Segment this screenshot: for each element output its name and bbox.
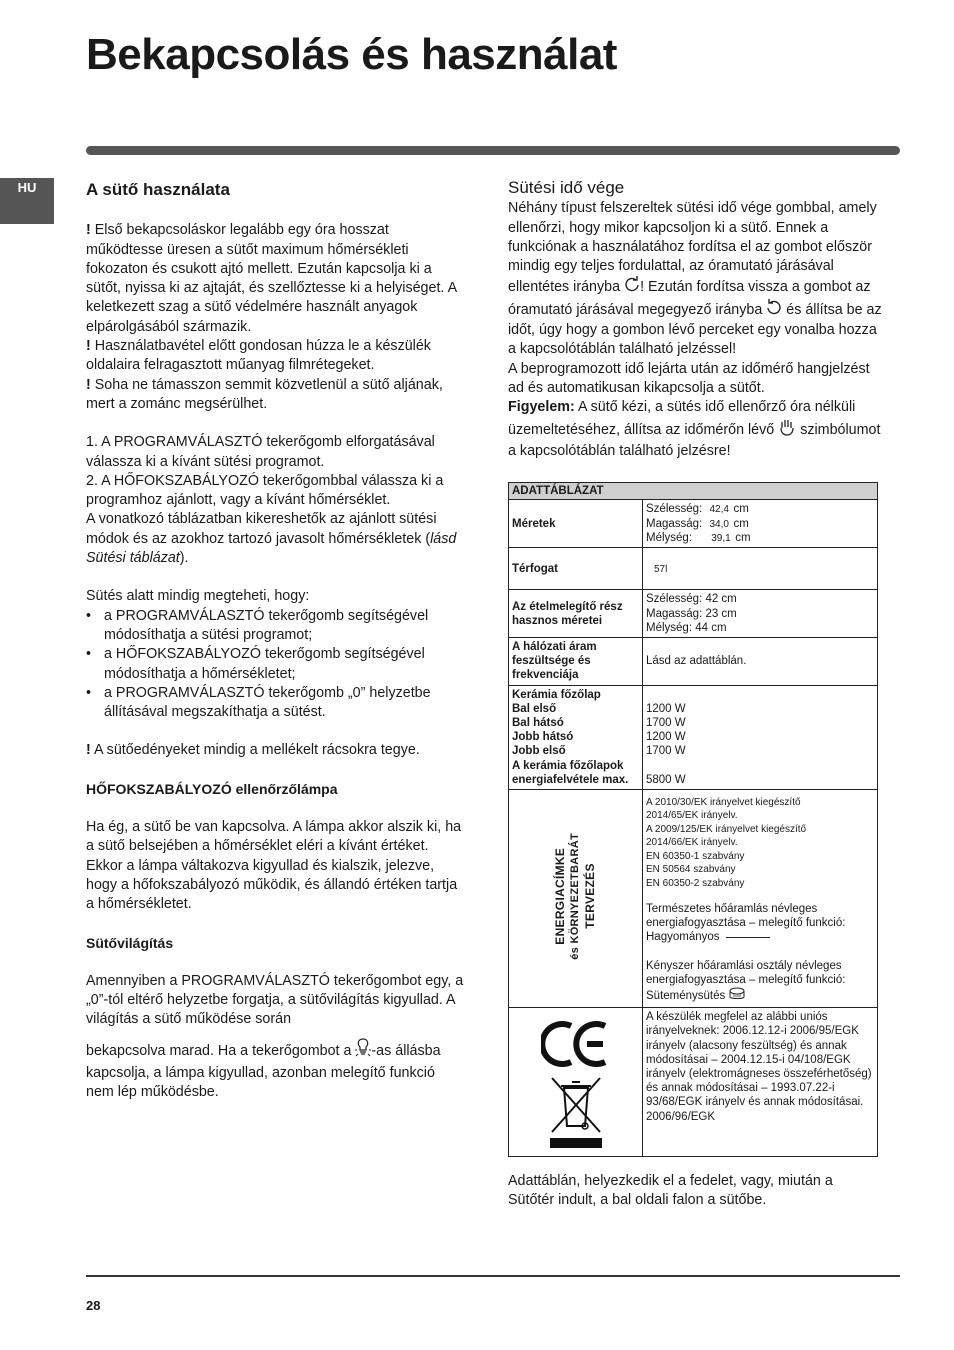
- volume-label: Térfogat: [509, 548, 643, 590]
- energy-reg: 2014/66/EK irányelv.: [646, 837, 738, 849]
- warning-text-a: A sütő kézi, a sütés idő ellenőrző óra nélküli üzemeltetéséhez, állítsa az időmérőn lévő: [508, 399, 856, 438]
- section-heading-oven-use: A sütő használata: [86, 180, 230, 199]
- enamel-text: Soha ne támasszon semmit közvetlenül a sütő aljának, mert a zománc megsérülhet.: [86, 376, 443, 412]
- dims-row: [646, 502, 874, 516]
- data-plate-note: Adattáblán, helyezkedik el a fedelet, vagy, miután a Sütőtér indult, a bal oldali falon a sütőbe.: [508, 1173, 833, 1209]
- dims-values: [643, 500, 878, 548]
- end-time-auto-off: A beprogramozott idő lejárta után az időmérő hangjelzést ad és automatikusan kikapcsolja a sütőt.: [508, 360, 870, 396]
- energy-reg: 2014/65/EK irányelv.: [646, 810, 738, 822]
- hob-value: 1700 W: [646, 745, 686, 758]
- hand-icon: [778, 418, 796, 442]
- page-number: 28: [86, 1298, 101, 1313]
- ce-symbols-cell: [509, 1008, 643, 1157]
- weee-bin-icon: [512, 1074, 639, 1154]
- table-row: [509, 500, 878, 548]
- footer-divider: [86, 1275, 900, 1277]
- energy-label-cell: [509, 790, 643, 1008]
- warning-mark: !: [86, 338, 91, 355]
- counterclockwise-arrow-icon: [624, 276, 640, 298]
- page-title: Bekapcsolás és használat: [86, 30, 617, 79]
- section-heading-end-time: Sütési idő vége: [508, 178, 625, 197]
- warmer-height: Magasság: 23 cm: [646, 607, 737, 620]
- dims-label: Méretek: [509, 500, 643, 548]
- warning-label: Figyelem:: [508, 399, 575, 416]
- step-note-end: ).: [179, 550, 189, 567]
- warning-mark: !: [86, 742, 91, 759]
- language-tab: HU: [0, 178, 54, 224]
- warning-text-b: szimbólumot a kapcsolótáblán található jelzésre!: [508, 421, 881, 459]
- list-item: • a HŐFOKSZABÁLYOZÓ tekerőgomb segítségével módosíthatja a hőmérsékletet;: [86, 645, 466, 684]
- energy-values: [643, 790, 878, 1008]
- paragraph-film: [86, 337, 466, 376]
- dims-row: [646, 531, 874, 545]
- data-table: [508, 482, 878, 1157]
- dims-height-value: 34,0: [709, 518, 729, 530]
- dims-unit: cm: [735, 532, 751, 545]
- lamp-icon: [355, 1038, 371, 1064]
- hob-value: 1700 W: [646, 717, 686, 730]
- hob-value: [646, 759, 874, 773]
- title-divider: [86, 146, 900, 155]
- warmer-label: Az ételmelegítő rész hasznos méretei: [509, 590, 643, 638]
- dims-depth-value: 39,1: [711, 533, 731, 545]
- table-header: ADATTÁBLÁZAT: [509, 483, 878, 500]
- energy-reg: EN 50564 szabvány: [646, 864, 736, 876]
- paragraph-rack: [86, 741, 466, 760]
- hob-value: 5800 W: [646, 773, 686, 786]
- warmer-depth: Mélység: 44 cm: [646, 621, 727, 634]
- dims-width-label: Szélesség:: [646, 503, 703, 516]
- warning-mark: !: [86, 222, 91, 239]
- dims-unit: cm: [733, 517, 749, 530]
- lamp-text: Ha ég, a sütő be van kapcsolva. A lámpa akkor alszik ki, ha a sütő belsejében a hőmérséklet eléri a kívánt értéket. Ekkor a lámpa váltakozva kigyullad és kialszik, jelezve, hogy a hőfokszabályozó működik, és állandó értéken tartja a hőmérsékletet.: [86, 819, 462, 913]
- hob-label: Jobb hátsó: [512, 731, 574, 744]
- light-text-b: [86, 1038, 466, 1103]
- dims-width-value: 42,4: [709, 504, 729, 516]
- blank-line: [726, 937, 770, 938]
- step-1: 1. A PROGRAMVÁLASZTÓ tekerőgomb elforgatásával válassza ki a kívánt sütési programot.: [86, 434, 435, 470]
- table-row: [509, 1008, 878, 1157]
- energy-forced-mode: Süteménysütés: [646, 990, 726, 1003]
- hob-label: Bal első: [512, 702, 557, 715]
- list-item: • a PROGRAMVÁLASZTÓ tekerőgomb „0” helyzetbe állításával megszakíthatja a sütést.: [86, 684, 466, 723]
- mains-value: Lásd az adattáblán.: [643, 638, 878, 686]
- step-note-text: A vonatkozó táblázatban kikereshetők az ajánlott sütési módok és az azokhoz tartozó javasolt hőmérsékletek (: [86, 511, 437, 547]
- table-row: [509, 590, 878, 638]
- dims-row: [646, 517, 874, 531]
- light-heading: Sütővilágítás: [86, 934, 174, 951]
- hob-label: Kerámia főzőlap: [512, 688, 601, 701]
- hob-values: [643, 685, 878, 789]
- end-time-text-c: és állítsa be az időt, úgy hogy a gombon lévő perceket egy vonalba hozza a kapcsolótáblán található jelzéssel!: [508, 301, 882, 358]
- energy-reg: EN 60350-1 szabvány: [646, 850, 745, 862]
- hob-value: [646, 688, 874, 702]
- light-text-a: Amennyiben a PROGRAMVÁLASZTÓ tekerőgombot egy, a „0”-tól eltérő helyzetbe forgatja, a sütővilágítás kigyullad. A világítás a sütő működése során: [86, 972, 464, 1028]
- energy-vert-3: TERVEZÉS: [583, 863, 597, 930]
- end-time-text-b: ! Ezután fordítsa vissza a gombot az óramutató járásával megegyező irányba: [508, 279, 871, 318]
- left-column: [86, 178, 466, 1103]
- light-text-b-span: bekapcsolva marad. Ha a tekerőgombot a: [86, 1042, 352, 1059]
- hob-label: A kerámia főzőlapok energiafelvétele max.: [512, 759, 629, 786]
- energy-vert-2: és KÖRNYEZETBARÁT: [569, 833, 581, 960]
- right-column: [508, 178, 888, 461]
- energy-natural-text: Természetes hőáramlás névleges energiafogyasztása – melegítő funkció:: [646, 902, 846, 930]
- rack-text: A sütőedényeket mindig a mellékelt rácsokra tegye.: [93, 742, 420, 759]
- energy-reg: A 2010/30/EK irányelvet kiegészítő: [646, 797, 801, 809]
- light-text-c: -as állásba kapcsolja, a lámpa kigyullad, azonban melegítő funkció nem lép működésbe.: [86, 1042, 441, 1101]
- cooking-table-reference: lásd Sütési táblázat: [86, 530, 457, 567]
- energy-forced-mode-row: [646, 987, 874, 1005]
- list-item: • a PROGRAMVÁLASZTÓ tekerőgomb segítségével módosíthatja a sütési programot;: [86, 607, 466, 646]
- hob-labels: [509, 685, 643, 789]
- hob-label: Jobb első: [512, 745, 566, 758]
- volume-value: [643, 548, 878, 590]
- paragraph-enamel: [86, 376, 466, 415]
- table-row: [509, 790, 878, 1008]
- end-time-text: [508, 199, 888, 359]
- table-row: [509, 548, 878, 590]
- ce-text: A készülék megfelel az alábbi uniós irányelveknek: 2006.12.12-i 2006/95/EGK irányelv (alacsony feszültség) és annak módosításai – 2004.12.15-i 04/108/EGK irányelv (elektromágneses összeférhetőség) és annak módosításai – 1993.07.22-i 93/68/EGK irányelv és annak módosításai. 2006/96/EGK: [643, 1008, 878, 1157]
- fan-cake-icon: [728, 987, 746, 1005]
- table-row: [509, 638, 878, 686]
- warmer-values: [643, 590, 878, 638]
- table-row: [509, 685, 878, 789]
- energy-vert-1: ENERGIACÍMKE: [553, 848, 567, 945]
- hob-label: Bal hátsó: [512, 717, 564, 730]
- ce-mark-icon: [512, 1018, 639, 1074]
- mains-label: A hálózati áram feszültsége és frekvenciája: [509, 638, 643, 686]
- step-note: [86, 510, 466, 568]
- warning-paragraph: [508, 398, 888, 461]
- hob-value: 1200 W: [646, 702, 686, 715]
- energy-reg: EN 60350-2 szabvány: [646, 877, 745, 889]
- dims-unit: cm: [733, 503, 749, 516]
- hob-value: 1200 W: [646, 731, 686, 744]
- film-text: Használatbavétel előtt gondosan húzza le a készülék oldalaira felragasztott műanyag filmrétegeket.: [86, 338, 431, 374]
- dims-depth-label: Mélység:: [646, 532, 693, 545]
- volume-text: 57l: [654, 563, 668, 575]
- first-use-text: Első bekapcsoláskor legalább egy óra hosszat működtesse üresen a sütőt maximum hőmérsékleti fokozaton és csukott ajtó mellett. Ezután kapcsolja ki a sütőt, nyissa ki az ajtaját, és szellőztesse ki a helyiséget. A keletkezett szag a sütő védelmére használt anyagok elpárolgásából származik.: [86, 222, 457, 335]
- during-cooking-intro: Sütés alatt mindig megteheti, hogy:: [86, 588, 310, 605]
- energy-natural-mode: Hagyományos: [646, 931, 720, 944]
- end-time-text-a: Néhány típust felszereltek sütési idő vége gombbal, amely ellenőrzi, hogy mikor kapcsoljon ki a sütő. Ennek a funkciónak a használatához fordítsa el az gombot először mindig egy teljes fordulattal, az óramutató járásával ellentétes irányba: [508, 200, 877, 296]
- energy-reg: A 2009/125/EK irányelvet kiegészítő: [646, 823, 807, 835]
- energy-forced-text: Kényszer hőáramlási osztály névleges energiafogyasztása – melegítő funkció:: [646, 959, 846, 986]
- dims-height-label: Magasság:: [646, 517, 703, 530]
- warning-mark: !: [86, 376, 91, 393]
- paragraph-first-use: [86, 221, 466, 337]
- clockwise-arrow-icon: [766, 299, 782, 321]
- lamp-heading: HŐFOKSZABÁLYOZÓ ellenőrzőlámpa: [86, 780, 338, 797]
- step-2: 2. A HŐFOKSZABÁLYOZÓ tekerőgombbal válassza ki a programhoz ajánlott, vagy a kívánt hőmérséklet.: [86, 472, 444, 509]
- energy-natural-mode-row: [646, 930, 874, 944]
- warmer-width: Szélesség: 42 cm: [646, 593, 737, 606]
